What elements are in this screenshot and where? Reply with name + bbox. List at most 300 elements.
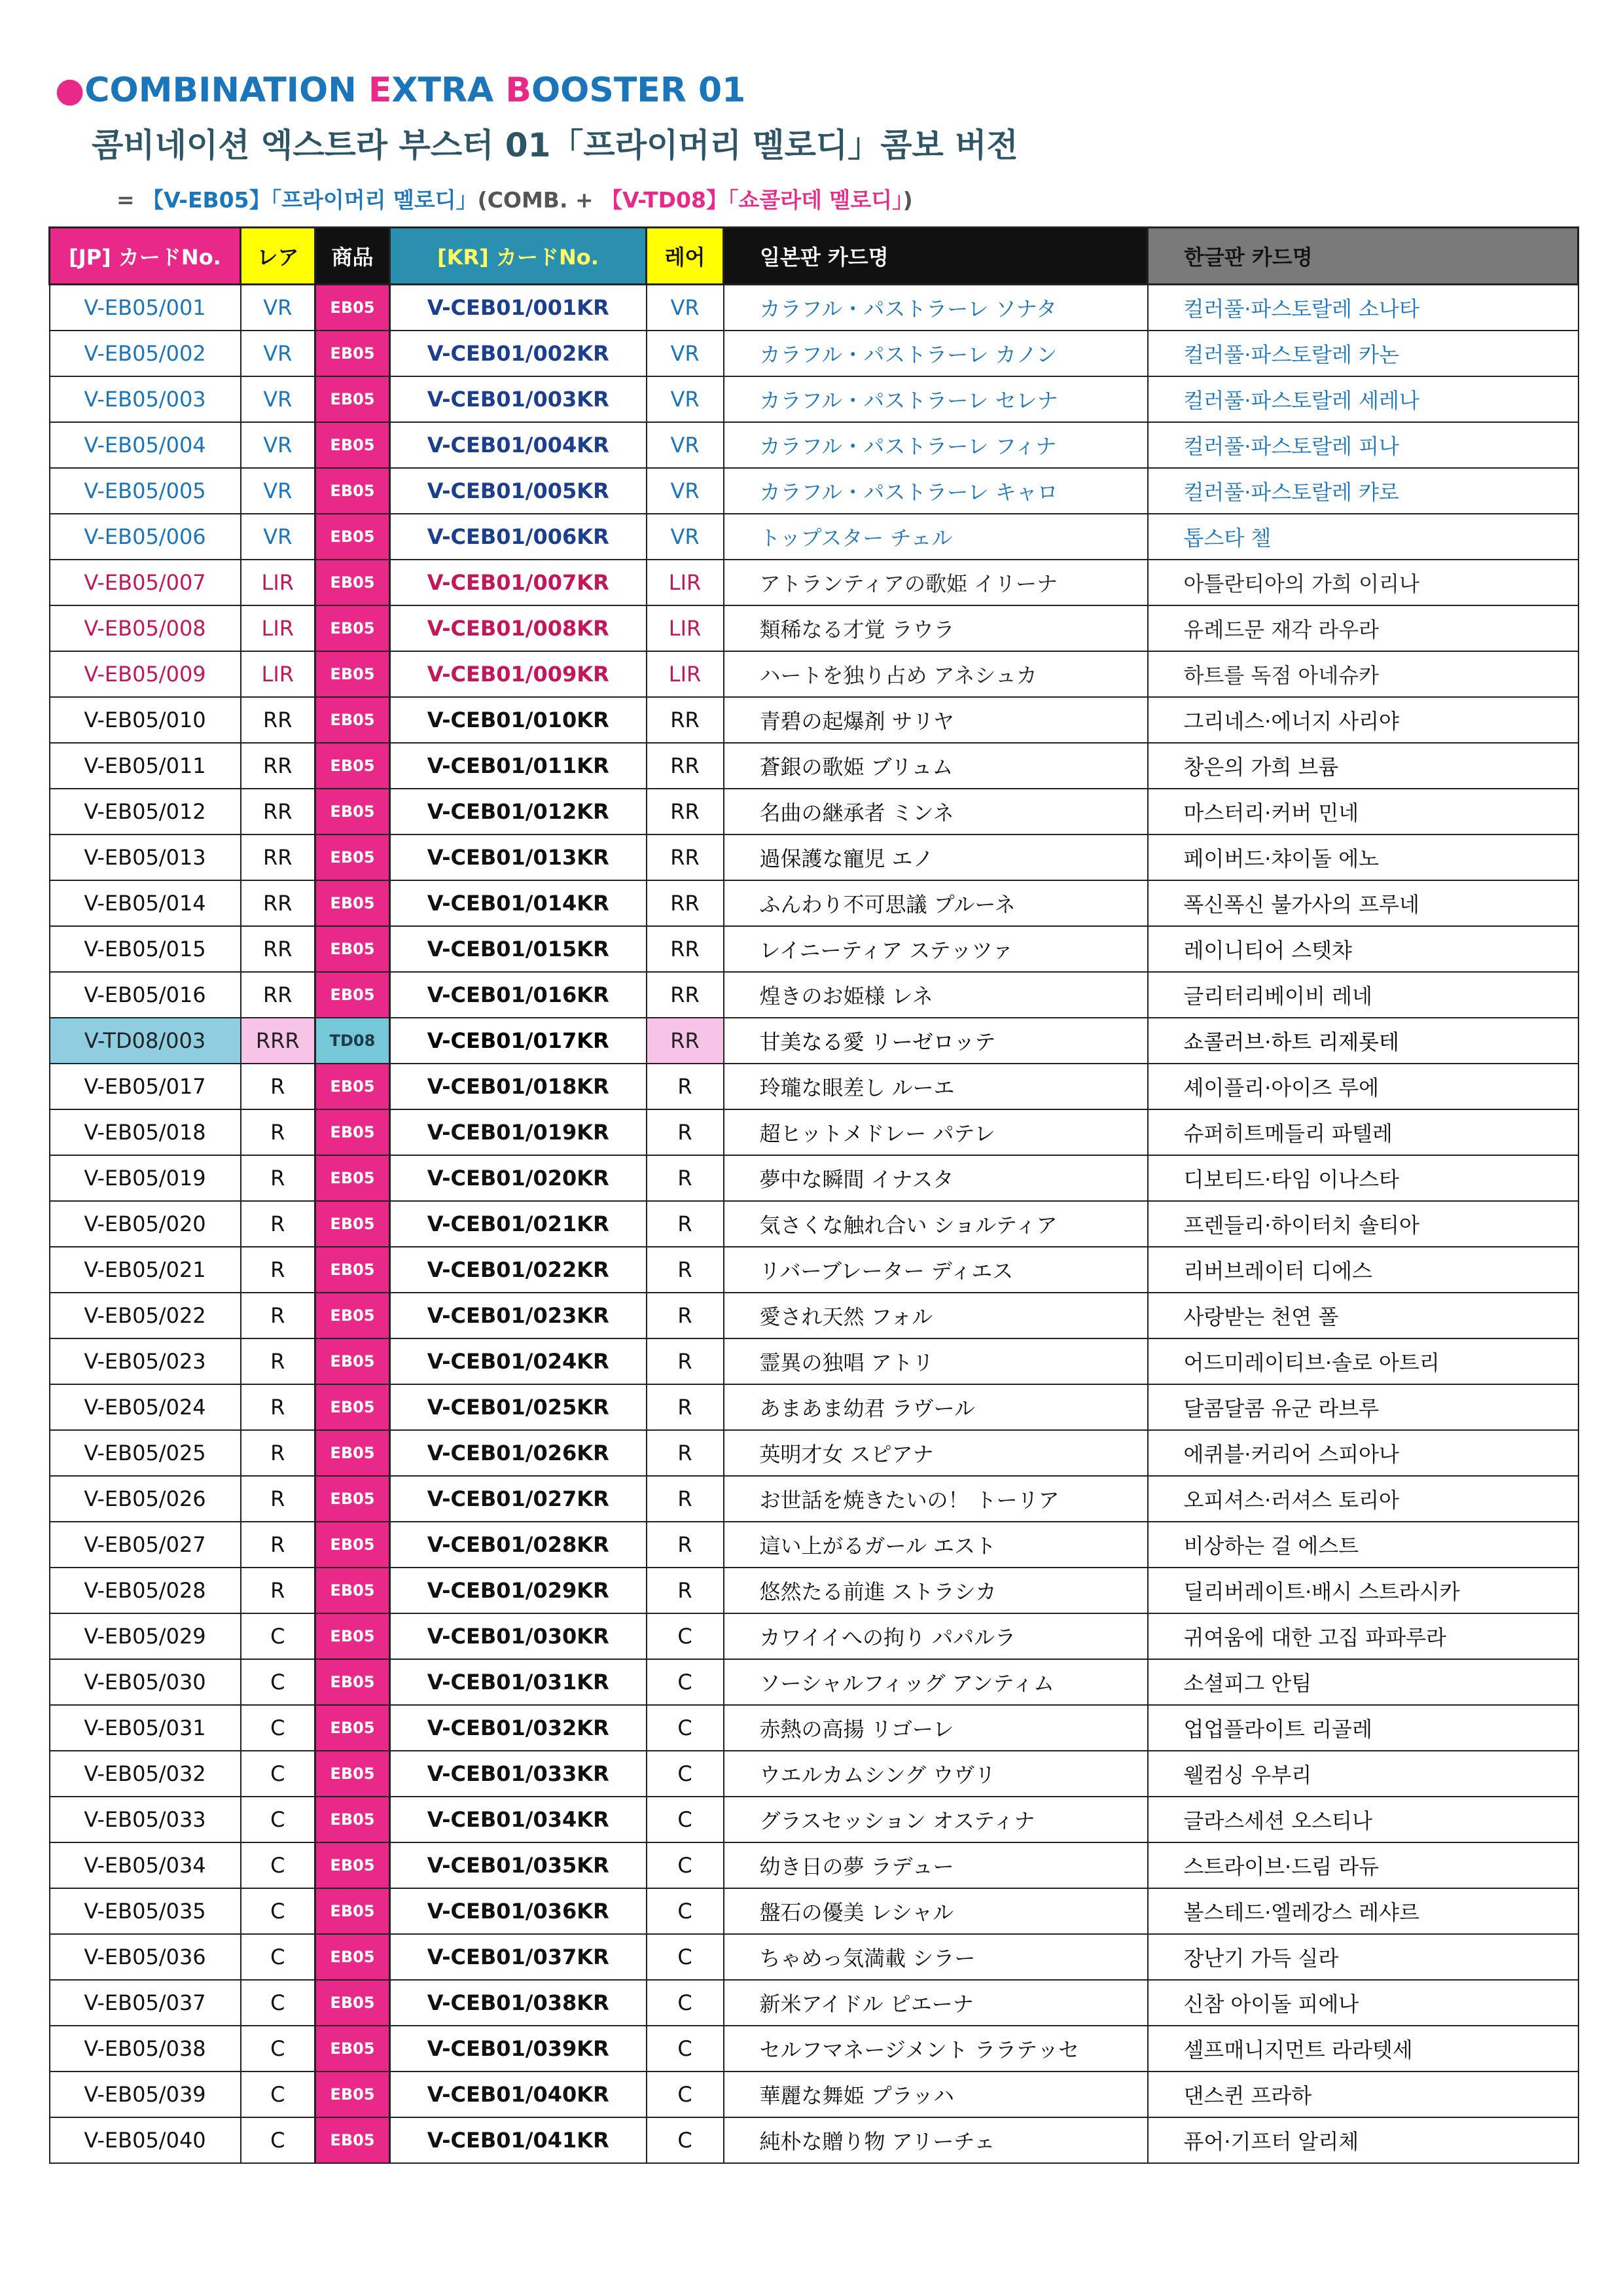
- cell-jp-card-name: カラフル・パストラーレ フィナ: [724, 422, 1148, 468]
- cell-jp-card-no: V-EB05/007: [50, 560, 241, 605]
- cell-kr-rarity: C: [647, 1797, 724, 1842]
- cell-jp-card-name: 純朴な贈り物 アリーチェ: [724, 2117, 1148, 2163]
- cell-kr-card-name: 글리터리베이비 레네: [1148, 972, 1578, 1018]
- cell-jp-card-no: V-EB05/016: [50, 972, 241, 1018]
- cell-kr-card-no: V-CEB01/041KR: [390, 2117, 647, 2163]
- cell-jp-card-no: V-EB05/022: [50, 1293, 241, 1338]
- cell-kr-rarity: R: [647, 1384, 724, 1430]
- cell-jp-card-no: V-EB05/006: [50, 514, 241, 560]
- cell-kr-card-name: 폭신폭신 불가사의 프루네: [1148, 880, 1578, 926]
- cell-kr-rarity: R: [647, 1476, 724, 1522]
- cell-kr-card-no: V-CEB01/007KR: [390, 560, 647, 605]
- table-row: [50, 880, 1578, 926]
- cell-jp-card-name: 青碧の起爆剤 サリヤ: [724, 697, 1148, 743]
- cell-product: EB05: [315, 1338, 390, 1384]
- cell-kr-card-no: V-CEB01/015KR: [390, 926, 647, 972]
- cell-kr-card-no: V-CEB01/023KR: [390, 1293, 647, 1338]
- cell-kr-rarity: R: [647, 1109, 724, 1155]
- cell-jp-rarity: VR: [241, 376, 315, 422]
- cell-product: EB05: [315, 926, 390, 972]
- cell-jp-rarity: R: [241, 1155, 315, 1201]
- cell-kr-card-name: 레이니티어 스텟챠: [1148, 926, 1578, 972]
- cell-jp-rarity: C: [241, 1980, 315, 2026]
- cell-jp-card-no: V-EB05/025: [50, 1430, 241, 1476]
- cell-kr-card-name: 컬러풀·파스토랄레 카논: [1148, 331, 1578, 376]
- cell-kr-card-no: V-CEB01/035KR: [390, 1842, 647, 1888]
- cell-kr-rarity: LIR: [647, 605, 724, 651]
- cell-kr-rarity: RR: [647, 789, 724, 834]
- column-header-jp-card-no: [JP] カードNo.: [50, 228, 241, 285]
- cell-jp-card-name: 英明才女 スピアナ: [724, 1430, 1148, 1476]
- cell-jp-rarity: R: [241, 1568, 315, 1613]
- cell-kr-card-no: V-CEB01/021KR: [390, 1201, 647, 1247]
- cell-product: EB05: [315, 514, 390, 560]
- cell-jp-rarity: C: [241, 1888, 315, 1934]
- cell-jp-card-name: ソーシャルフィッグ アンティム: [724, 1659, 1148, 1705]
- column-header-kr-card-name: 한글판 카드명: [1148, 228, 1578, 285]
- cell-kr-card-no: V-CEB01/013KR: [390, 834, 647, 880]
- cell-kr-card-no: V-CEB01/005KR: [390, 468, 647, 514]
- cell-jp-rarity: C: [241, 2117, 315, 2163]
- cell-product: EB05: [315, 1293, 390, 1338]
- cell-jp-card-no: V-EB05/005: [50, 468, 241, 514]
- cell-kr-card-no: V-CEB01/012KR: [390, 789, 647, 834]
- cell-jp-rarity: RR: [241, 697, 315, 743]
- table-row: [50, 2117, 1578, 2163]
- cell-kr-rarity: VR: [647, 468, 724, 514]
- cell-jp-rarity: C: [241, 2072, 315, 2117]
- table-row: [50, 422, 1578, 468]
- table-row: [50, 1522, 1578, 1568]
- cell-kr-rarity: R: [647, 1155, 724, 1201]
- table-row: [50, 1842, 1578, 1888]
- cell-product: EB05: [315, 743, 390, 789]
- cell-kr-card-name: 페이버드·챠이돌 에노: [1148, 834, 1578, 880]
- cell-product: EB05: [315, 605, 390, 651]
- cell-jp-rarity: LIR: [241, 560, 315, 605]
- cell-jp-card-name: 過保護な寵児 エノ: [724, 834, 1148, 880]
- cell-product: TD08: [315, 1018, 390, 1064]
- note-comb: (COMB. +: [477, 187, 601, 213]
- cell-product: EB05: [315, 1980, 390, 2026]
- cell-product: EB05: [315, 422, 390, 468]
- cell-jp-card-no: V-EB05/035: [50, 1888, 241, 1934]
- cell-kr-rarity: C: [647, 1888, 724, 1934]
- cell-kr-card-name: 글라스세션 오스티나: [1148, 1797, 1578, 1842]
- table-row: [50, 1247, 1578, 1293]
- cell-product: EB05: [315, 468, 390, 514]
- cell-kr-card-no: V-CEB01/027KR: [390, 1476, 647, 1522]
- table-row: [50, 1430, 1578, 1476]
- cell-kr-card-no: V-CEB01/016KR: [390, 972, 647, 1018]
- cell-kr-card-no: V-CEB01/004KR: [390, 422, 647, 468]
- cell-kr-card-no: V-CEB01/014KR: [390, 880, 647, 926]
- cell-kr-card-no: V-CEB01/003KR: [390, 376, 647, 422]
- cell-kr-card-name: 댄스퀸 프라하: [1148, 2072, 1578, 2117]
- cell-kr-card-name: 달콤달콤 유군 라브루: [1148, 1384, 1578, 1430]
- cell-kr-rarity: R: [647, 1568, 724, 1613]
- table-row: [50, 1155, 1578, 1201]
- cell-kr-rarity: LIR: [647, 651, 724, 697]
- cell-kr-card-name: 소셜피그 안팀: [1148, 1659, 1578, 1705]
- cell-jp-card-name: 愛され天然 フォル: [724, 1293, 1148, 1338]
- cell-kr-card-no: V-CEB01/018KR: [390, 1064, 647, 1109]
- cell-jp-card-no: V-EB05/027: [50, 1522, 241, 1568]
- table-row: [50, 1338, 1578, 1384]
- cell-kr-rarity: C: [647, 2072, 724, 2117]
- cell-jp-rarity: C: [241, 1659, 315, 1705]
- cell-jp-card-no: V-EB05/034: [50, 1842, 241, 1888]
- cell-product: EB05: [315, 1155, 390, 1201]
- table-row: [50, 697, 1578, 743]
- cell-jp-card-name: カラフル・パストラーレ セレナ: [724, 376, 1148, 422]
- cell-kr-card-name: 유례드문 재각 라우라: [1148, 605, 1578, 651]
- cell-jp-rarity: R: [241, 1247, 315, 1293]
- cell-kr-card-no: V-CEB01/038KR: [390, 1980, 647, 2026]
- cell-jp-card-no: V-EB05/021: [50, 1247, 241, 1293]
- table-row: [50, 972, 1578, 1018]
- cell-kr-card-no: V-CEB01/017KR: [390, 1018, 647, 1064]
- cell-product: EB05: [315, 1797, 390, 1842]
- cell-product: EB05: [315, 285, 390, 331]
- cell-jp-card-name: 玲瓏な眼差し ルーエ: [724, 1064, 1148, 1109]
- cell-jp-card-name: 赤熱の高揚 リゴーレ: [724, 1705, 1148, 1751]
- table-row: [50, 834, 1578, 880]
- table-row: [50, 1751, 1578, 1797]
- cell-kr-card-no: V-CEB01/033KR: [390, 1751, 647, 1797]
- cell-jp-rarity: R: [241, 1201, 315, 1247]
- table-row: [50, 468, 1578, 514]
- cell-kr-card-name: 하트를 독점 아네슈카: [1148, 651, 1578, 697]
- cell-kr-card-no: V-CEB01/026KR: [390, 1430, 647, 1476]
- cell-jp-rarity: R: [241, 1476, 315, 1522]
- cell-jp-card-no: V-EB05/017: [50, 1064, 241, 1109]
- cell-jp-rarity: RR: [241, 743, 315, 789]
- title-part2: XTRA: [391, 71, 506, 110]
- cell-kr-rarity: RR: [647, 743, 724, 789]
- cell-kr-rarity: C: [647, 1934, 724, 1980]
- cell-kr-rarity: R: [647, 1247, 724, 1293]
- cell-kr-rarity: C: [647, 1980, 724, 2026]
- table-row: [50, 1476, 1578, 1522]
- note-end: ): [902, 187, 913, 213]
- table-row: [50, 743, 1578, 789]
- cell-kr-card-name: 그리네스·에너지 사리야: [1148, 697, 1578, 743]
- cell-kr-rarity: C: [647, 1751, 724, 1797]
- cell-jp-card-no: V-EB05/024: [50, 1384, 241, 1430]
- cell-kr-rarity: R: [647, 1064, 724, 1109]
- cell-jp-card-no: V-EB05/023: [50, 1338, 241, 1384]
- cell-kr-card-name: 톱스타 첼: [1148, 514, 1578, 560]
- cell-kr-card-no: V-CEB01/009KR: [390, 651, 647, 697]
- cell-product: EB05: [315, 560, 390, 605]
- cell-jp-card-no: V-EB05/036: [50, 1934, 241, 1980]
- cell-kr-card-name: 창은의 가희 브륨: [1148, 743, 1578, 789]
- cell-jp-rarity: C: [241, 1613, 315, 1659]
- cell-kr-card-no: V-CEB01/008KR: [390, 605, 647, 651]
- cell-jp-card-name: 超ヒットメドレー パテレ: [724, 1109, 1148, 1155]
- cell-kr-card-no: V-CEB01/010KR: [390, 697, 647, 743]
- combination-note: [116, 182, 913, 219]
- cell-jp-rarity: R: [241, 1293, 315, 1338]
- cell-jp-rarity: RR: [241, 926, 315, 972]
- cell-kr-card-no: V-CEB01/020KR: [390, 1155, 647, 1201]
- bullet-dot-icon: ●: [55, 71, 85, 110]
- cell-product: EB05: [315, 834, 390, 880]
- note-set-a: 【V-EB05】「프라이머리 멜로디」: [142, 187, 478, 213]
- cell-kr-card-name: 사랑받는 천연 폴: [1148, 1293, 1578, 1338]
- cell-jp-card-name: 盤石の優美 レシャル: [724, 1888, 1148, 1934]
- cell-kr-card-name: 딜리버레이트·배시 스트라시카: [1148, 1568, 1578, 1613]
- cell-jp-card-name: あまあま幼君 ラヴール: [724, 1384, 1148, 1430]
- cell-jp-rarity: R: [241, 1522, 315, 1568]
- cell-kr-card-name: 리버브레이터 디에스: [1148, 1247, 1578, 1293]
- cell-jp-card-name: リバーブレーター ディエス: [724, 1247, 1148, 1293]
- cell-product: EB05: [315, 697, 390, 743]
- table-header-row: [50, 228, 1578, 285]
- title-letter-b: B: [505, 71, 531, 110]
- cell-jp-card-name: 夢中な瞬間 イナスタ: [724, 1155, 1148, 1201]
- table-row: [50, 2072, 1578, 2117]
- note-set-b: 【V-TD08】「쇼콜라데 멜로디」: [601, 187, 903, 213]
- cell-jp-card-no: V-TD08/003: [50, 1018, 241, 1064]
- cell-kr-card-name: 업업플라이트 리골레: [1148, 1705, 1578, 1751]
- cell-jp-rarity: C: [241, 1934, 315, 1980]
- cell-jp-card-no: V-EB05/037: [50, 1980, 241, 2026]
- cell-jp-card-name: 幼き日の夢 ラデュー: [724, 1842, 1148, 1888]
- cell-product: EB05: [315, 1659, 390, 1705]
- cell-product: EB05: [315, 1201, 390, 1247]
- cell-product: EB05: [315, 651, 390, 697]
- cell-kr-card-name: 귀여움에 대한 고집 파파루라: [1148, 1613, 1578, 1659]
- cell-jp-rarity: R: [241, 1384, 315, 1430]
- cell-kr-rarity: VR: [647, 285, 724, 331]
- cell-product: EB05: [315, 1934, 390, 1980]
- cell-jp-card-no: V-EB05/004: [50, 422, 241, 468]
- column-header-kr-card-no: [KR] カードNo.: [390, 228, 647, 285]
- cell-kr-rarity: R: [647, 1430, 724, 1476]
- cell-kr-card-name: 볼스테드·엘레강스 레샤르: [1148, 1888, 1578, 1934]
- title-part1: COMBINATION: [84, 71, 368, 110]
- cell-kr-card-name: 에퀴블·커리어 스피아나: [1148, 1430, 1578, 1476]
- cell-jp-card-name: アトランティアの歌姫 イリーナ: [724, 560, 1148, 605]
- table-row: [50, 1568, 1578, 1613]
- cell-jp-card-name: お世話を焼きたいの！ トーリア: [724, 1476, 1148, 1522]
- cell-kr-card-name: 오피셔스·러셔스 토리아: [1148, 1476, 1578, 1522]
- cell-product: EB05: [315, 1522, 390, 1568]
- cell-kr-rarity: C: [647, 1613, 724, 1659]
- cell-product: EB05: [315, 1568, 390, 1613]
- cell-kr-card-name: 셰이플리·아이즈 루에: [1148, 1064, 1578, 1109]
- cell-jp-card-name: 悠然たる前進 ストラシカ: [724, 1568, 1148, 1613]
- cell-kr-card-no: V-CEB01/022KR: [390, 1247, 647, 1293]
- cell-jp-card-name: グラスセッション オスティナ: [724, 1797, 1148, 1842]
- cell-jp-card-no: V-EB05/038: [50, 2026, 241, 2072]
- cell-product: EB05: [315, 1247, 390, 1293]
- table-row: [50, 285, 1578, 331]
- card-list-table: [48, 226, 1579, 2164]
- cell-kr-rarity: C: [647, 1842, 724, 1888]
- cell-jp-card-name: 煌きのお姫様 レネ: [724, 972, 1148, 1018]
- cell-jp-rarity: C: [241, 1797, 315, 1842]
- cell-jp-rarity: RR: [241, 972, 315, 1018]
- cell-kr-rarity: LIR: [647, 560, 724, 605]
- cell-jp-card-no: V-EB05/009: [50, 651, 241, 697]
- cell-jp-rarity: VR: [241, 285, 315, 331]
- cell-product: EB05: [315, 331, 390, 376]
- table-row: [50, 376, 1578, 422]
- cell-product: EB05: [315, 1430, 390, 1476]
- table-row: [50, 560, 1578, 605]
- page-title: [55, 64, 745, 117]
- cell-kr-card-no: V-CEB01/039KR: [390, 2026, 647, 2072]
- cell-kr-rarity: C: [647, 2117, 724, 2163]
- cell-kr-card-name: 컬러풀·파스토랄레 세레나: [1148, 376, 1578, 422]
- cell-product: EB05: [315, 1751, 390, 1797]
- cell-jp-card-no: V-EB05/010: [50, 697, 241, 743]
- cell-jp-card-no: V-EB05/002: [50, 331, 241, 376]
- cell-jp-card-name: 甘美なる愛 リーゼロッテ: [724, 1018, 1148, 1064]
- cell-kr-rarity: RR: [647, 834, 724, 880]
- table-row: [50, 514, 1578, 560]
- page-subtitle: 콤비네이션 엑스트라 부스터 01「프라이머리 멜로디」콤보 버전: [92, 126, 1018, 164]
- cell-kr-rarity: RR: [647, 972, 724, 1018]
- cell-jp-rarity: C: [241, 1751, 315, 1797]
- cell-kr-card-no: V-CEB01/030KR: [390, 1613, 647, 1659]
- cell-jp-card-no: V-EB05/013: [50, 834, 241, 880]
- column-header-kr-rarity: 레어: [647, 228, 724, 285]
- cell-kr-card-name: 마스터리·커버 민네: [1148, 789, 1578, 834]
- cell-kr-card-no: V-CEB01/002KR: [390, 331, 647, 376]
- cell-product: EB05: [315, 880, 390, 926]
- cell-product: EB05: [315, 2026, 390, 2072]
- cell-kr-rarity: VR: [647, 376, 724, 422]
- cell-jp-card-name: セルフマネージメント ララテッセ: [724, 2026, 1148, 2072]
- cell-kr-rarity: R: [647, 1293, 724, 1338]
- table-row: [50, 1980, 1578, 2026]
- cell-jp-card-name: ウエルカムシング ウヴリ: [724, 1751, 1148, 1797]
- cell-jp-card-no: V-EB05/008: [50, 605, 241, 651]
- cell-jp-card-no: V-EB05/019: [50, 1155, 241, 1201]
- column-header-jp-card-name: 일본판 카드명: [724, 228, 1148, 285]
- table-row: [50, 1384, 1578, 1430]
- table-row: [50, 1705, 1578, 1751]
- cell-jp-card-no: V-EB05/032: [50, 1751, 241, 1797]
- cell-kr-card-name: 쇼콜러브·하트 리제롯테: [1148, 1018, 1578, 1064]
- cell-kr-rarity: C: [647, 1705, 724, 1751]
- cell-jp-card-name: 這い上がるガール エスト: [724, 1522, 1148, 1568]
- cell-kr-rarity: R: [647, 1201, 724, 1247]
- cell-jp-card-no: V-EB05/003: [50, 376, 241, 422]
- table-row: [50, 1888, 1578, 1934]
- cell-jp-card-name: ちゃめっ気満載 シラー: [724, 1934, 1148, 1980]
- cell-jp-rarity: R: [241, 1109, 315, 1155]
- cell-kr-rarity: R: [647, 1522, 724, 1568]
- cell-jp-card-name: ふんわり不可思議 プルーネ: [724, 880, 1148, 926]
- table-row: [50, 1934, 1578, 1980]
- cell-jp-rarity: R: [241, 1430, 315, 1476]
- table-row: [50, 1293, 1578, 1338]
- cell-jp-card-no: V-EB05/031: [50, 1705, 241, 1751]
- cell-jp-card-no: V-EB05/040: [50, 2117, 241, 2163]
- table-row: [50, 926, 1578, 972]
- cell-kr-card-no: V-CEB01/028KR: [390, 1522, 647, 1568]
- cell-jp-card-no: V-EB05/001: [50, 285, 241, 331]
- cell-jp-card-name: 名曲の継承者 ミンネ: [724, 789, 1148, 834]
- cell-jp-card-no: V-EB05/028: [50, 1568, 241, 1613]
- cell-kr-card-no: V-CEB01/037KR: [390, 1934, 647, 1980]
- cell-kr-rarity: RR: [647, 1018, 724, 1064]
- cell-product: EB05: [315, 1476, 390, 1522]
- cell-product: EB05: [315, 1064, 390, 1109]
- table-row: [50, 1109, 1578, 1155]
- cell-jp-rarity: LIR: [241, 605, 315, 651]
- cell-jp-card-no: V-EB05/020: [50, 1201, 241, 1247]
- cell-kr-card-no: V-CEB01/032KR: [390, 1705, 647, 1751]
- cell-kr-card-name: 프렌들리·하이터치 숄티아: [1148, 1201, 1578, 1247]
- cell-kr-card-name: 아틀란티아의 가희 이리나: [1148, 560, 1578, 605]
- cell-kr-rarity: RR: [647, 697, 724, 743]
- cell-jp-rarity: RR: [241, 834, 315, 880]
- cell-kr-card-no: V-CEB01/019KR: [390, 1109, 647, 1155]
- cell-jp-card-name: カラフル・パストラーレ カノン: [724, 331, 1148, 376]
- cell-kr-rarity: RR: [647, 880, 724, 926]
- cell-kr-rarity: VR: [647, 422, 724, 468]
- cell-kr-rarity: VR: [647, 331, 724, 376]
- table-row: [50, 2026, 1578, 2072]
- cell-jp-card-no: V-EB05/026: [50, 1476, 241, 1522]
- cell-kr-card-no: V-CEB01/006KR: [390, 514, 647, 560]
- table-row: [50, 1201, 1578, 1247]
- cell-jp-rarity: VR: [241, 468, 315, 514]
- cell-product: EB05: [315, 1613, 390, 1659]
- title-part3: OOSTER 01: [531, 71, 746, 110]
- cell-kr-card-no: V-CEB01/029KR: [390, 1568, 647, 1613]
- table-row: [50, 605, 1578, 651]
- cell-kr-card-name: 장난기 가득 실라: [1148, 1934, 1578, 1980]
- table-row: [50, 331, 1578, 376]
- cell-jp-rarity: C: [241, 1842, 315, 1888]
- cell-jp-card-name: トップスター チェル: [724, 514, 1148, 560]
- title-letter-e: E: [368, 71, 392, 110]
- cell-product: EB05: [315, 1705, 390, 1751]
- cell-jp-card-name: 華麗な舞姫 プラッハ: [724, 2072, 1148, 2117]
- table-row: [50, 1018, 1578, 1064]
- cell-jp-card-name: 類稀なる才覚 ラウラ: [724, 605, 1148, 651]
- cell-jp-card-name: カラフル・パストラーレ キャロ: [724, 468, 1148, 514]
- cell-product: EB05: [315, 789, 390, 834]
- cell-kr-rarity: RR: [647, 926, 724, 972]
- cell-jp-card-no: V-EB05/033: [50, 1797, 241, 1842]
- cell-kr-card-name: 퓨어·기프터 알리체: [1148, 2117, 1578, 2163]
- cell-kr-card-no: V-CEB01/025KR: [390, 1384, 647, 1430]
- cell-jp-card-name: カラフル・パストラーレ ソナタ: [724, 285, 1148, 331]
- cell-jp-rarity: LIR: [241, 651, 315, 697]
- cell-kr-rarity: R: [647, 1338, 724, 1384]
- cell-jp-rarity: VR: [241, 514, 315, 560]
- cell-jp-rarity: RR: [241, 880, 315, 926]
- cell-jp-card-name: 霊異の独唱 アトリ: [724, 1338, 1148, 1384]
- table-row: [50, 651, 1578, 697]
- cell-kr-rarity: C: [647, 2026, 724, 2072]
- cell-kr-card-no: V-CEB01/036KR: [390, 1888, 647, 1934]
- cell-kr-card-name: 디보티드·타임 이나스타: [1148, 1155, 1578, 1201]
- cell-product: EB05: [315, 1384, 390, 1430]
- column-header-jp-rarity: レア: [241, 228, 315, 285]
- table-row: [50, 1613, 1578, 1659]
- cell-jp-card-no: V-EB05/015: [50, 926, 241, 972]
- cell-kr-card-no: V-CEB01/001KR: [390, 285, 647, 331]
